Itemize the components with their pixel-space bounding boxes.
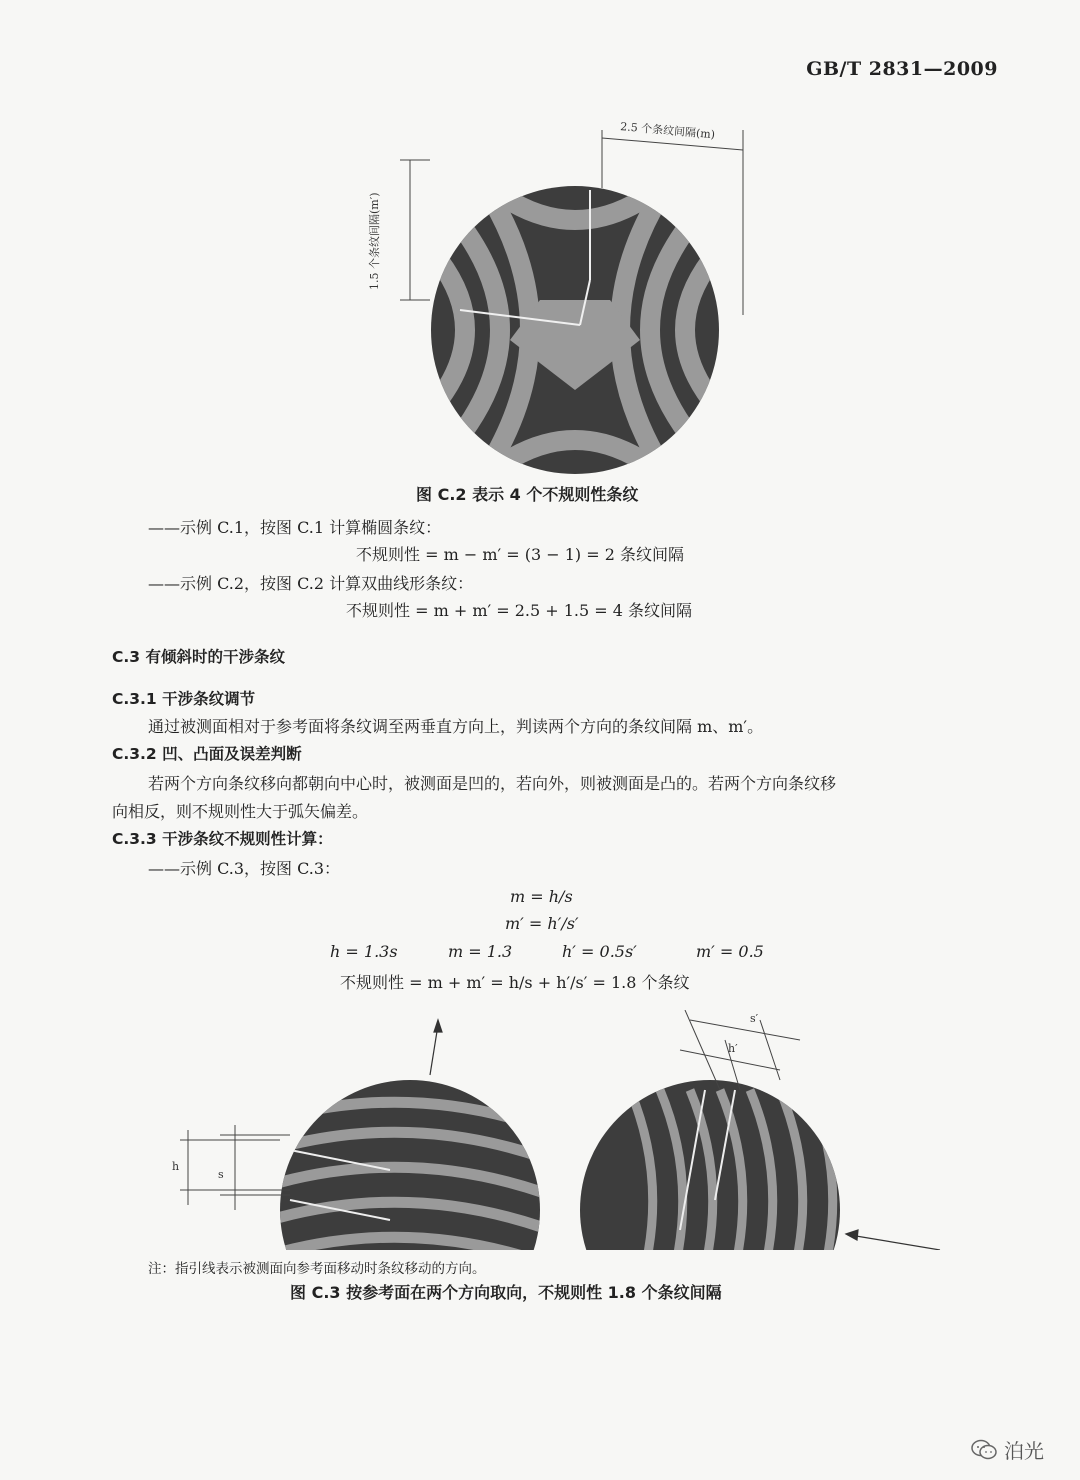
standard-code: GB/T 2831—2009: [806, 58, 998, 80]
formula-m-value: m = 1.3: [448, 942, 513, 961]
label-h-prime: h′: [728, 1042, 738, 1055]
section-c3-title: C.3 有倾斜时的干涉条纹: [112, 648, 285, 666]
figure-c3-note: 注：指引线表示被测面向参考面移动时条纹移动的方向。: [148, 1261, 486, 1277]
formula-irregularity: 不规则性 = m + m′ = h/s + h′/s′ = 1.8 个条纹: [340, 973, 690, 992]
label-m: 2.5 个条纹间隔(m): [619, 120, 716, 142]
label-h: h: [172, 1160, 180, 1173]
example-c2-intro: ——示例 C.2，按图 C.2 计算双曲线形条纹：: [148, 574, 474, 593]
label-s-prime: s′: [750, 1012, 759, 1025]
formula-m-prime-value: m′ = 0.5: [696, 942, 764, 961]
label-s: s: [218, 1168, 224, 1181]
section-c33-title: C.3.3 干涉条纹不规则性计算：: [112, 830, 333, 848]
formula-h-prime: h′ = 0.5s′: [562, 942, 637, 961]
label-m-prime: 1.5 个条纹间隔(m′): [368, 192, 381, 290]
example-c1-formula: 不规则性 = m − m′ = (3 − 1) = 2 条纹间隔: [356, 545, 684, 564]
figure-c2-caption: 图 C.2 表示 4 个不规则性条纹: [416, 485, 639, 504]
watermark-text: 泊光: [1004, 1439, 1044, 1463]
formula-m: m = h/s: [510, 887, 573, 906]
watermark: [970, 1435, 1044, 1464]
figure-c3: [160, 1010, 960, 1250]
example-c2-formula: 不规则性 = m + m′ = 2.5 + 1.5 = 4 条纹间隔: [346, 601, 693, 620]
section-c32-text-1: 若两个方向条纹移向都朝向中心时，被测面是凹的，若向外，则被测面是凸的。若两个方向条纹移: [148, 774, 837, 793]
example-c1-intro: ——示例 C.1，按图 C.1 计算椭圆条纹：: [148, 518, 442, 537]
section-c32-title: C.3.2 凹、凸面及误差判断: [112, 745, 302, 763]
section-c31-title: C.3.1 干涉条纹调节: [112, 690, 256, 708]
formula-h: h = 1.3s: [330, 942, 398, 961]
formula-m-prime: m′ = h′/s′: [505, 914, 579, 933]
section-c31-text: 通过被测面相对于参考面将条纹调至两垂直方向上，判读两个方向的条纹间隔 m、m′。: [148, 717, 764, 736]
section-c32-text-2: 向相反，则不规则性大于弧矢偏差。: [112, 802, 369, 821]
figure-c2: [340, 100, 760, 490]
wechat-icon: [970, 1438, 998, 1462]
example-c3-intro: ——示例 C.3，按图 C.3：: [148, 859, 341, 878]
figure-c3-caption: 图 C.3 按参考面在两个方向取向，不规则性 1.8 个条纹间隔: [290, 1283, 722, 1302]
